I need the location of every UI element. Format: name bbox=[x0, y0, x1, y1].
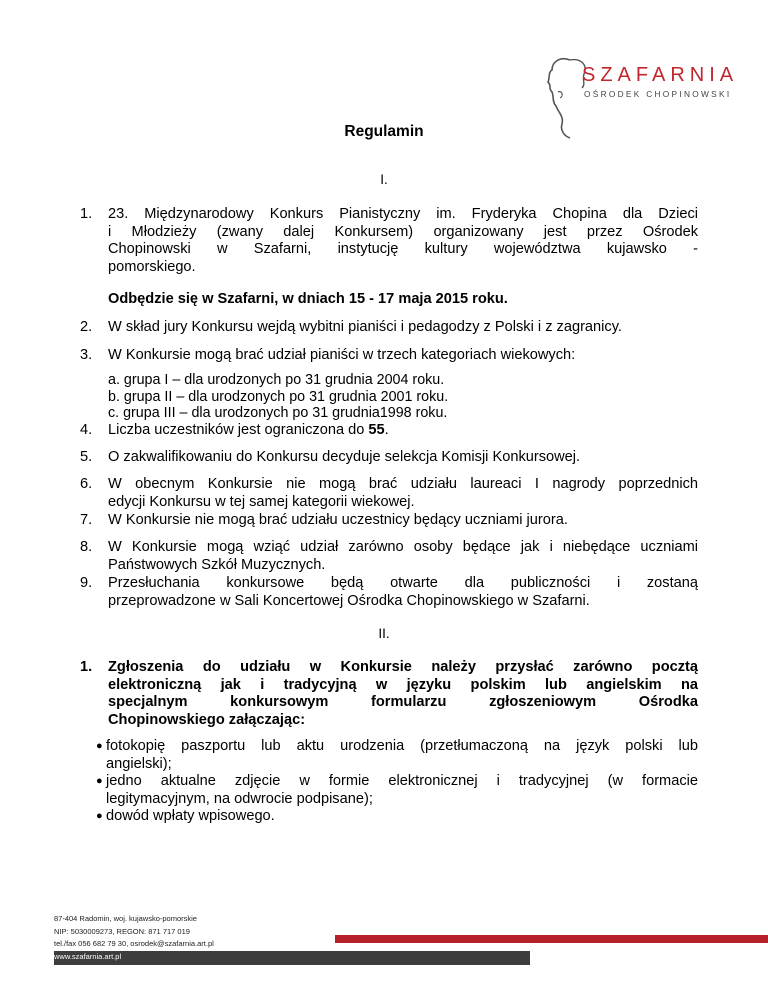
bullet-line: fotokopię paszportu lub aktu urodzenia (przetłumaczoną na język polski lub bbox=[106, 738, 698, 754]
bullet-line: legitymacyjnym, na odwrocie podpisane); bbox=[106, 790, 373, 807]
age-group-a: a. grupa I – dla urodzonych po 31 grudnia 2004 roku. bbox=[108, 372, 445, 388]
item-line: Zgłoszenia do udziału w Konkursie należy przysłać zarówno pocztą bbox=[108, 659, 698, 675]
item-line: Państwowych Szkół Muzycznych. bbox=[108, 556, 326, 573]
event-date-line: Odbędzie się w Szafarni, w dniach 15 - 17 maja 2015 roku. bbox=[108, 291, 508, 307]
participant-limit: 55 bbox=[368, 422, 385, 438]
age-group-c: c. grupa III – dla urodzonych po 31 grudnia1998 roku. bbox=[108, 405, 448, 421]
item-line: W Konkursie mogą wziąć udział zarówno osoby będące jak i niebędące uczniami bbox=[108, 539, 698, 555]
section-numeral-1: I. bbox=[380, 172, 388, 187]
item-text: O zakwalifikowaniu do Konkursu decyduje selekcja Komisji Konkursowej. bbox=[108, 449, 581, 465]
item-number: 1. bbox=[80, 659, 93, 675]
item-text: W skład jury Konkursu wejdą wybitni pianiści i pedagodzy z Polski i z zagranicy. bbox=[108, 319, 622, 335]
item-number: 3. bbox=[80, 347, 93, 363]
section-numeral-2: II. bbox=[378, 626, 390, 641]
footer-contact bbox=[54, 913, 214, 951]
item-text: Liczba uczestników jest ograniczona do bbox=[108, 422, 369, 438]
item-line: Chopinowski w Szafarni, instytucję kultury województwa kujawsko - bbox=[108, 241, 698, 258]
item-number: 1. bbox=[80, 206, 93, 222]
item-line: pomorskiego. bbox=[108, 258, 196, 275]
footer-ids: NIP: 5030009273, REGON: 871 717 019 bbox=[54, 926, 190, 936]
item-number: 8. bbox=[80, 539, 93, 555]
item-number: 2. bbox=[80, 319, 93, 335]
bullet-line: angielski); bbox=[106, 755, 172, 772]
item-number: 6. bbox=[80, 476, 93, 492]
item-line: elektroniczną jak i tradycyjną w języku polskim lub angielskim na bbox=[108, 676, 698, 693]
page-title: Regulamin bbox=[344, 123, 424, 140]
bullet-icon: ● bbox=[96, 810, 103, 822]
item-line: Chopinowskiego załączając: bbox=[108, 711, 306, 728]
item-text: W Konkursie mogą brać udział pianiści w trzech kategoriach wiekowych: bbox=[108, 347, 576, 363]
bullet-line: dowód wpłaty wpisowego. bbox=[106, 808, 275, 824]
footer-address: 87-404 Radomin, woj. kujawsko-pomorskie bbox=[54, 914, 197, 923]
item-number: 9. bbox=[80, 575, 93, 591]
logo-subtitle: OŚRODEK CHOPINOWSKI bbox=[584, 89, 732, 99]
age-groups-list bbox=[108, 372, 448, 422]
item-line: i Młodzieży (zwany dalej Konkursem) organizowany jest przez Ośrodek bbox=[108, 223, 698, 240]
footer-red-bar bbox=[335, 935, 768, 943]
item-line: 23. Międzynarodowy Konkurs Pianistyczny im. Fryderyka Chopina dla Dzieci bbox=[108, 206, 698, 222]
footer-website[interactable]: www.szafarnia.art.pl bbox=[54, 952, 122, 961]
logo-brand-text: SZAFARNIA bbox=[582, 64, 739, 86]
item-number: 5. bbox=[80, 449, 93, 465]
item-line: specjalnym konkursowym formularzu zgłoszeniowym Ośrodka bbox=[108, 694, 698, 711]
item-number: 4. bbox=[80, 422, 93, 438]
age-group-b: b. grupa II – dla urodzonych po 31 grudnia 2001 roku. bbox=[108, 388, 449, 405]
bullet-icon: ● bbox=[96, 740, 103, 752]
item-line: edycji Konkursu w tej samej kategorii wiekowej. bbox=[108, 493, 415, 510]
footer-contact-line: tel./fax 056 682 79 30, osrodek@szafarnia.art.pl bbox=[54, 939, 214, 949]
item-line: W obecnym Konkursie nie mogą brać udziału laureaci I nagrody poprzednich bbox=[108, 476, 698, 492]
item-line: przeprowadzone w Sali Koncertowej Ośrodka Chopinowskiego w Szafarni. bbox=[108, 592, 590, 609]
bullet-line: jedno aktualne zdjęcie w formie elektronicznej i tradycyjnej (w formacie bbox=[106, 773, 698, 789]
item-number: 7. bbox=[80, 512, 93, 528]
item-text: W Konkursie nie mogą brać udziału uczestnicy będący uczniami jurora. bbox=[108, 512, 568, 528]
footer-gray-bar bbox=[54, 951, 530, 965]
item-line: Przesłuchania konkursowe będą otwarte dla publiczności i zostaną bbox=[108, 575, 698, 591]
item-text-end: . bbox=[384, 422, 389, 438]
bullet-icon: ● bbox=[96, 775, 103, 787]
